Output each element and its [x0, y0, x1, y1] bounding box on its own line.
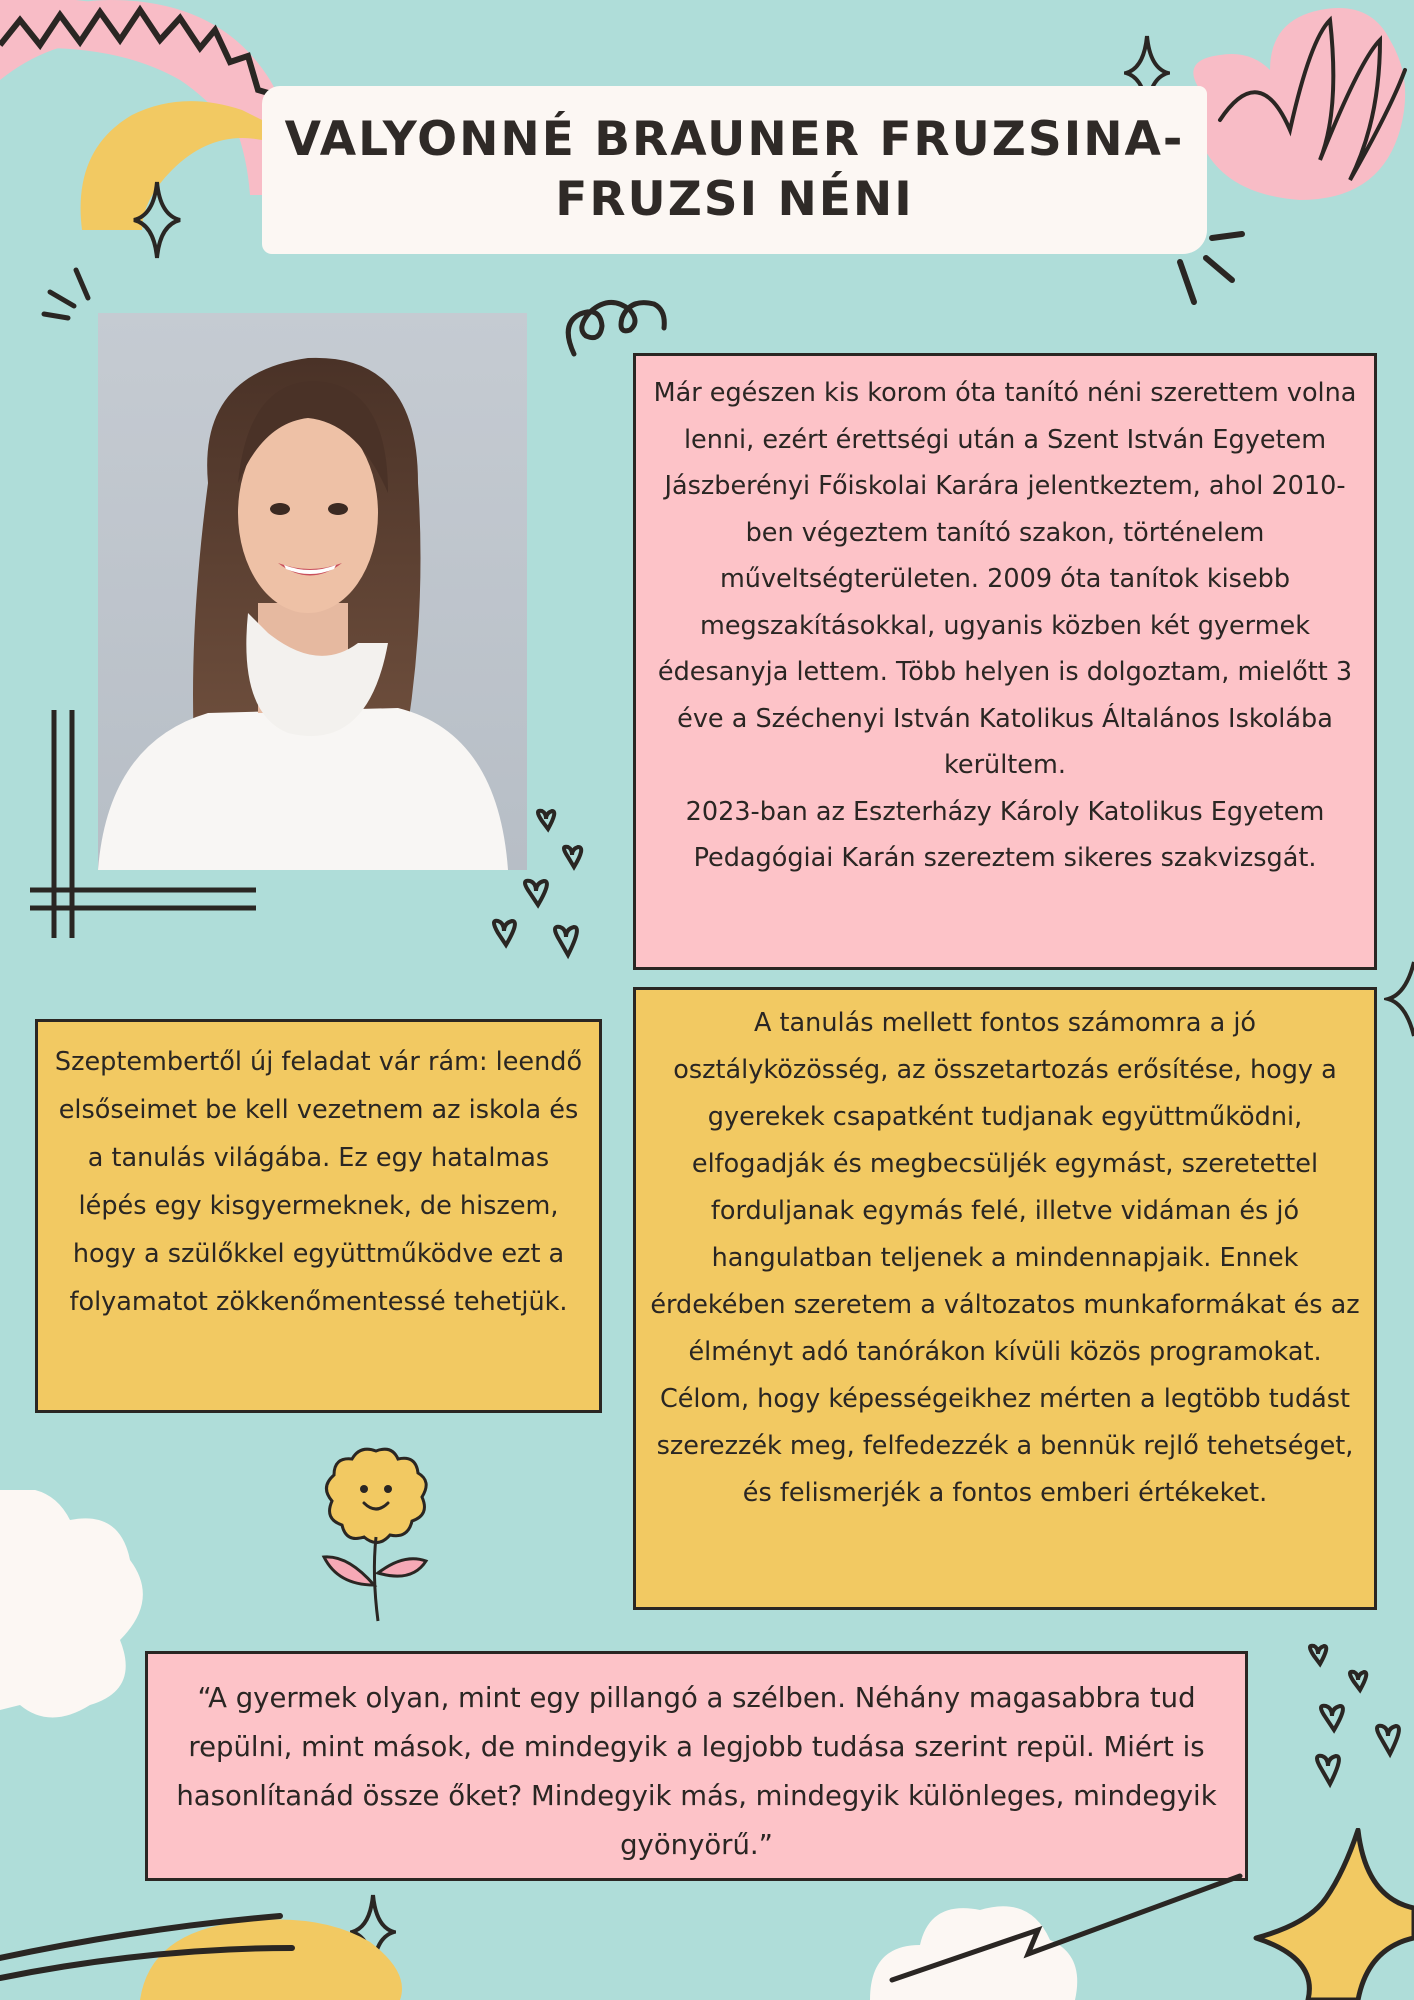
hearts-icon — [490, 805, 600, 985]
sparkle-icon — [132, 180, 182, 260]
hearts-icon — [1300, 1640, 1410, 1830]
hash-lines-icon — [28, 708, 260, 940]
bio-paragraph-2: 2023-ban az Eszterházy Károly Katolikus Egyetem Pedagógiai Karán szereztem sikeres szakvizsgát. — [685, 796, 1325, 873]
quote-text: “A gyermek olyan, mint egy pillangó a szélben. Néhány magasabbra tud repülni, mint mások, de mindegyik a legjobb tudása szerint repül. Miért is hasonlítanád össze őket? Mindegyik más, mindegyik különleges, mindegyik gyönyörű.” — [176, 1682, 1217, 1861]
double-stroke-icon — [0, 1908, 300, 1998]
bio-box — [633, 353, 1377, 970]
title-banner — [262, 86, 1207, 254]
spiral-icon — [560, 284, 670, 364]
cloud-icon — [0, 1490, 150, 1720]
bio-paragraph-1: Már egészen kis korom óta tanító néni szerettem volna lenni, ezért érettségi után a Szent István Egyetem Jászberényi Főiskolai Karára jelentkeztem, ahol 2010-ben végeztem tanító szakon, történelem műveltségterületen. 2009 óta tanítok kisebb megszakításokkal, ugyanis közben két gyermek édesanyja lettem. Több helyen is dolgoztam, mielőtt 3 éve a Széchenyi István Katolikus Általános Iskolába kerültem. — [653, 378, 1357, 780]
zigzag-line-icon — [888, 1868, 1248, 1988]
quote-box — [145, 1651, 1248, 1881]
scribble-flower-icon — [1180, 0, 1414, 215]
page-title-line-2: FRUZSI NÉNI — [555, 172, 914, 227]
page-title-line-1: VALYONNÉ BRAUNER FRUZSINA- — [284, 112, 1185, 167]
values-box — [633, 987, 1377, 1610]
values-paragraph-2: Célom, hogy képességeikhez mérten a legtöbb tudást szerezzék meg, felfedezzék a bennük rejlő tehetséget, és felismerjék a fontos emberi értékeket. — [656, 1384, 1354, 1508]
september-text: Szeptembertől új feladat vár rám: leendő elsőseimet be kell vezetnem az iskola és a tanulás világába. Ez egy hatalmas lépés egy kisgyermeknek, de hiszem, hogy a szülőkkel együttműködve ezt a folyamatot zökkenőmentessé tehetjük. — [54, 1047, 583, 1317]
burst-lines-icon — [38, 262, 98, 322]
september-box — [35, 1019, 602, 1413]
sparkle-icon — [1384, 960, 1414, 1040]
values-paragraph-1: A tanulás mellett fontos számomra a jó osztályközösség, az összetartozás erősítése, hogy a gyerekek csapatként tudjanak együttműködni, elfogadják és megbecsüljék egymást, szeretettel forduljanak egymás felé, illetve vidáman és jó hangulatban teljenek a mindennapjaik. Ennek érdekében szeretem a változatos munkaformákat és az élményt adó tanórákon kívüli közös programokat. — [650, 1008, 1360, 1367]
star-icon — [1248, 1828, 1414, 2000]
flower-icon — [318, 1445, 434, 1625]
